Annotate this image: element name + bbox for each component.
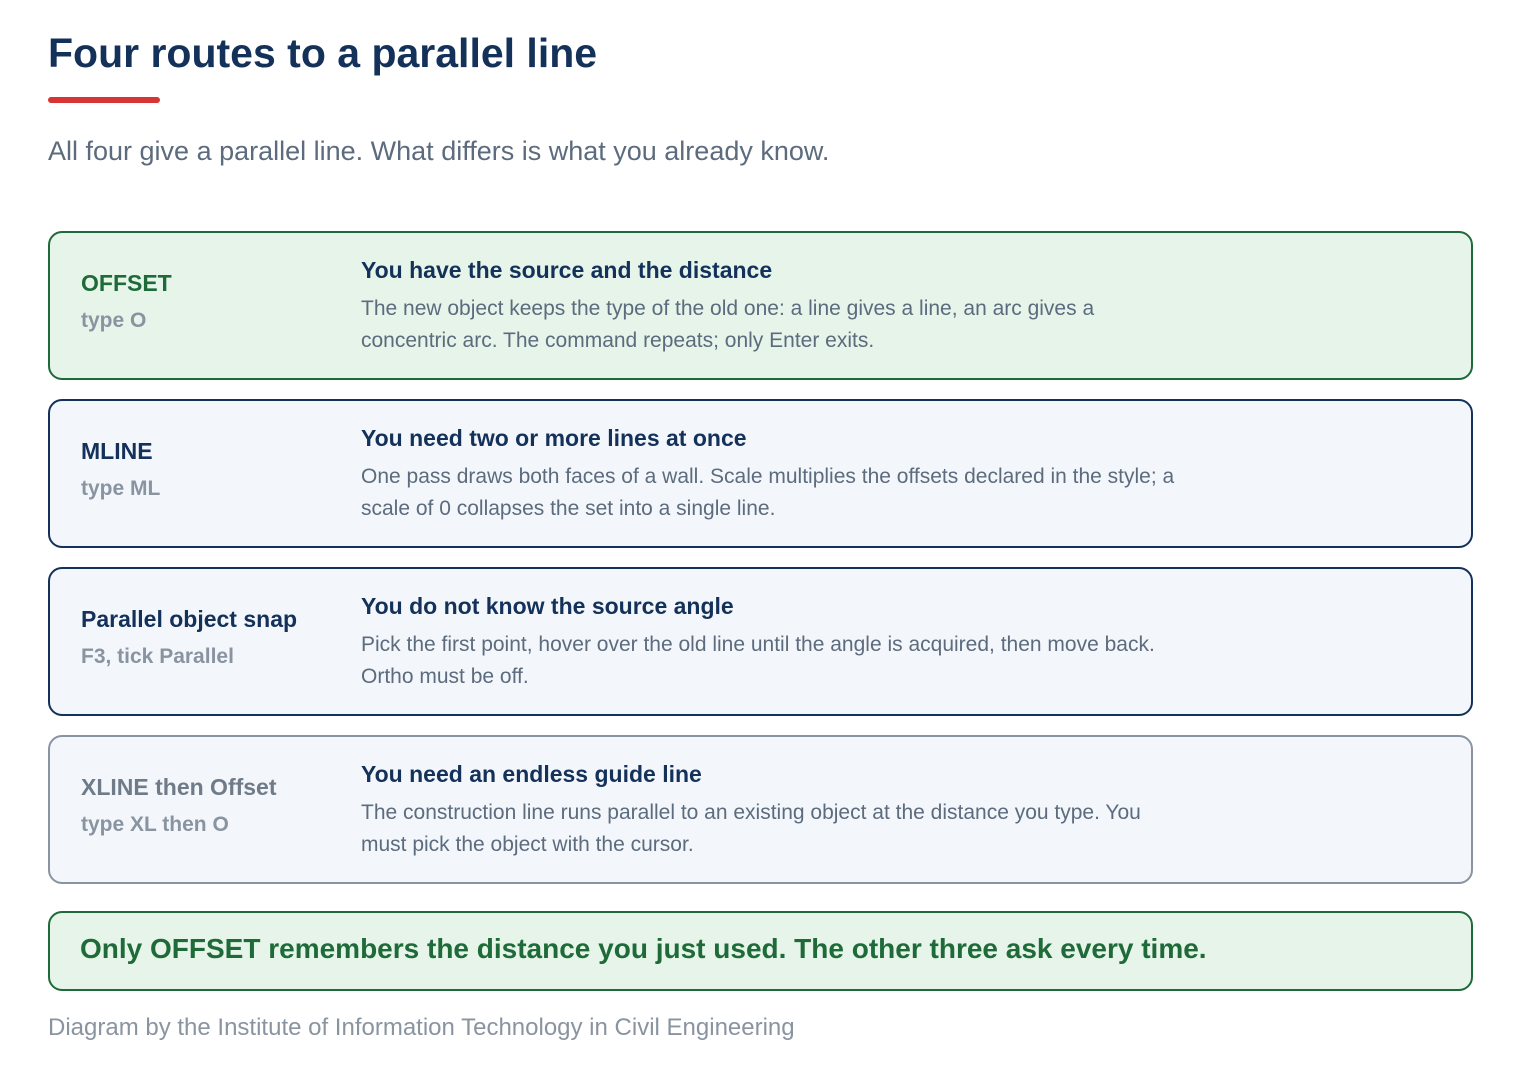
route-how: F3, tick Parallel: [81, 645, 234, 668]
route-command: OFFSET: [81, 270, 172, 296]
route-card-mline: [48, 399, 1473, 548]
page-title: Four routes to a parallel line: [48, 30, 598, 76]
route-description: The new object keeps the type of the old one: a line gives a line, an arc gives a concentric arc. The command repeats; only Enter exits.: [361, 297, 1095, 352]
route-card-offset: [48, 231, 1473, 380]
route-command: XLINE then Offset: [81, 774, 277, 800]
route-how: type ML: [81, 477, 161, 500]
route-card-xline: [48, 735, 1473, 884]
route-how: type XL then O: [81, 813, 229, 836]
route-description: The construction line runs parallel to an existing object at the distance you type. You must pick the object with the cursor.: [361, 801, 1141, 856]
route-card-parallel-snap: [48, 567, 1473, 716]
summary-note-text: Only OFFSET remembers the distance you just used. The other three ask every time.: [80, 933, 1207, 964]
route-heading: You need an endless guide line: [361, 761, 702, 787]
credit-line: Diagram by the Institute of Information Technology in Civil Engineering: [48, 1014, 795, 1041]
route-heading: You do not know the source angle: [361, 593, 734, 619]
route-command: MLINE: [81, 438, 153, 464]
summary-note: [48, 911, 1473, 991]
route-how: type O: [81, 309, 147, 332]
page-subtitle: All four give a parallel line. What differs is what you already know.: [48, 136, 830, 166]
route-description: One pass draws both faces of a wall. Scale multiplies the offsets declared in the style; a scale of 0 collapses the set into a single line.: [361, 465, 1175, 520]
title-underline: [48, 97, 160, 103]
route-command: Parallel object snap: [81, 606, 298, 632]
route-heading: You need two or more lines at once: [361, 425, 747, 451]
route-description: Pick the first point, hover over the old line until the angle is acquired, then move back. Ortho must be off.: [361, 633, 1155, 688]
route-heading: You have the source and the distance: [361, 257, 773, 283]
